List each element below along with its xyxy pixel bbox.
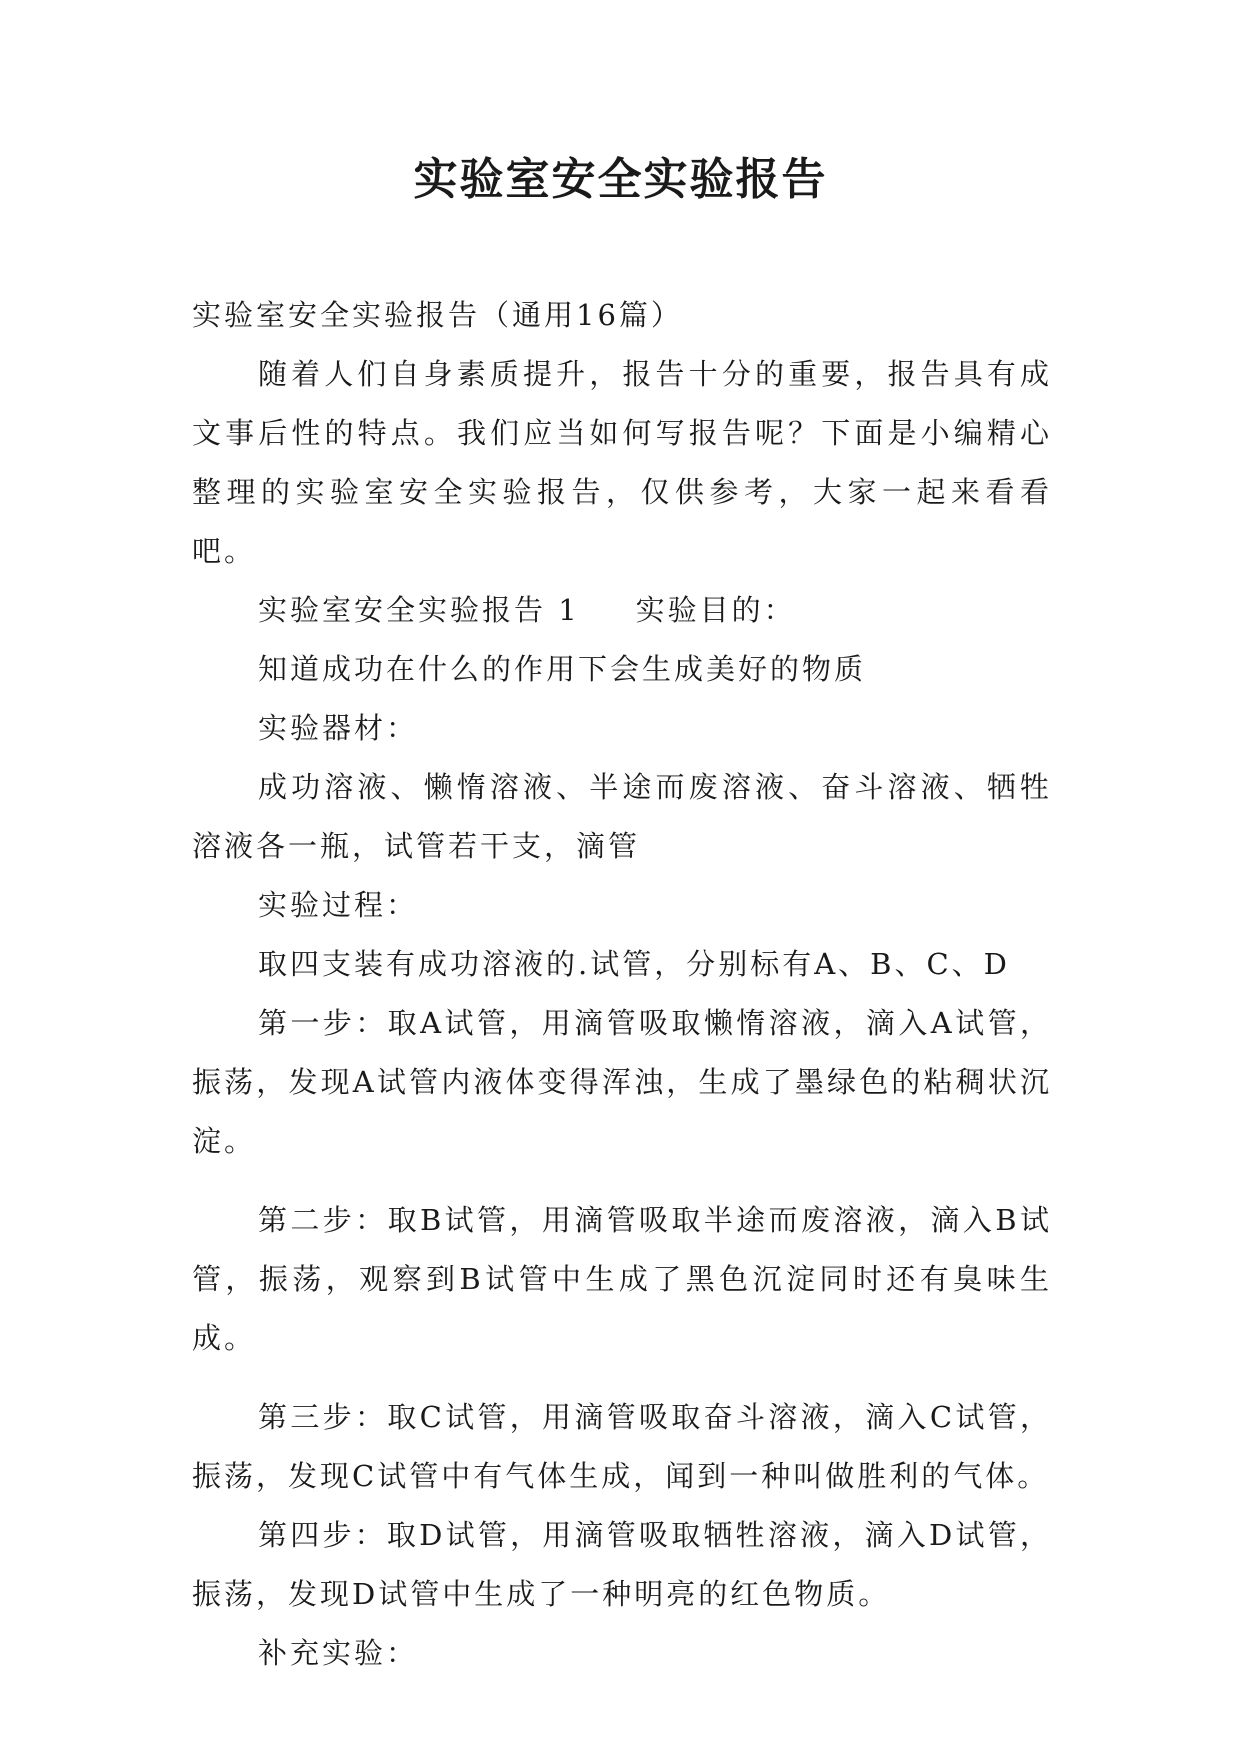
process-text: 取四支装有成功溶液的.试管，分别标有A、B、C、D: [258, 947, 1010, 981]
materials-text: 成功溶液、懒惰溶液、半途而废溶液、奋斗溶液、牺牲溶液各一瓶，试管若干支，滴管: [192, 770, 1052, 863]
step1-paragraph: 第一步：取A试管，用滴管吸取懒惰溶液，滴入A试管，振荡，发现A试管内液体变得浑浊，生成了墨绿色的粘稠状沉淀。: [192, 1006, 1052, 1158]
purpose-label: 实验目的：: [635, 593, 796, 627]
section1-heading: 实验室安全实验报告 1: [258, 593, 580, 627]
step4-paragraph: 第四步：取D试管，用滴管吸取牺牲溶液，滴入D试管，振荡，发现D试管中生成了一种明亮的红色物质。: [192, 1518, 1052, 1611]
document-title: 实验室安全实验报告: [413, 154, 828, 205]
process-label: 实验过程：: [258, 888, 419, 922]
supplement-label: 补充实验：: [258, 1636, 419, 1670]
document-body: [192, 286, 1052, 1683]
purpose-text: 知道成功在什么的作用下会生成美好的物质: [258, 652, 867, 686]
materials-label: 实验器材：: [258, 711, 419, 745]
intro-paragraph: 随着人们自身素质提升，报告十分的重要，报告具有成文事后性的特点。我们应当如何写报告呢？下面是小编精心整理的实验室安全实验报告，仅供参考，大家一起来看看吧。: [192, 357, 1052, 568]
document-subtitle: 实验室安全实验报告（通用16篇）: [192, 298, 683, 332]
section1-heading-line: [192, 581, 1052, 640]
step3-paragraph: 第三步：取C试管，用滴管吸取奋斗溶液，滴入C试管，振荡，发现C试管中有气体生成，闻到一种叫做胜利的气体。: [192, 1400, 1052, 1493]
step2-paragraph: 第二步：取B试管，用滴管吸取半途而废溶液，滴入B试管，振荡，观察到B试管中生成了黑色沉淀同时还有臭味生成。: [192, 1203, 1052, 1355]
